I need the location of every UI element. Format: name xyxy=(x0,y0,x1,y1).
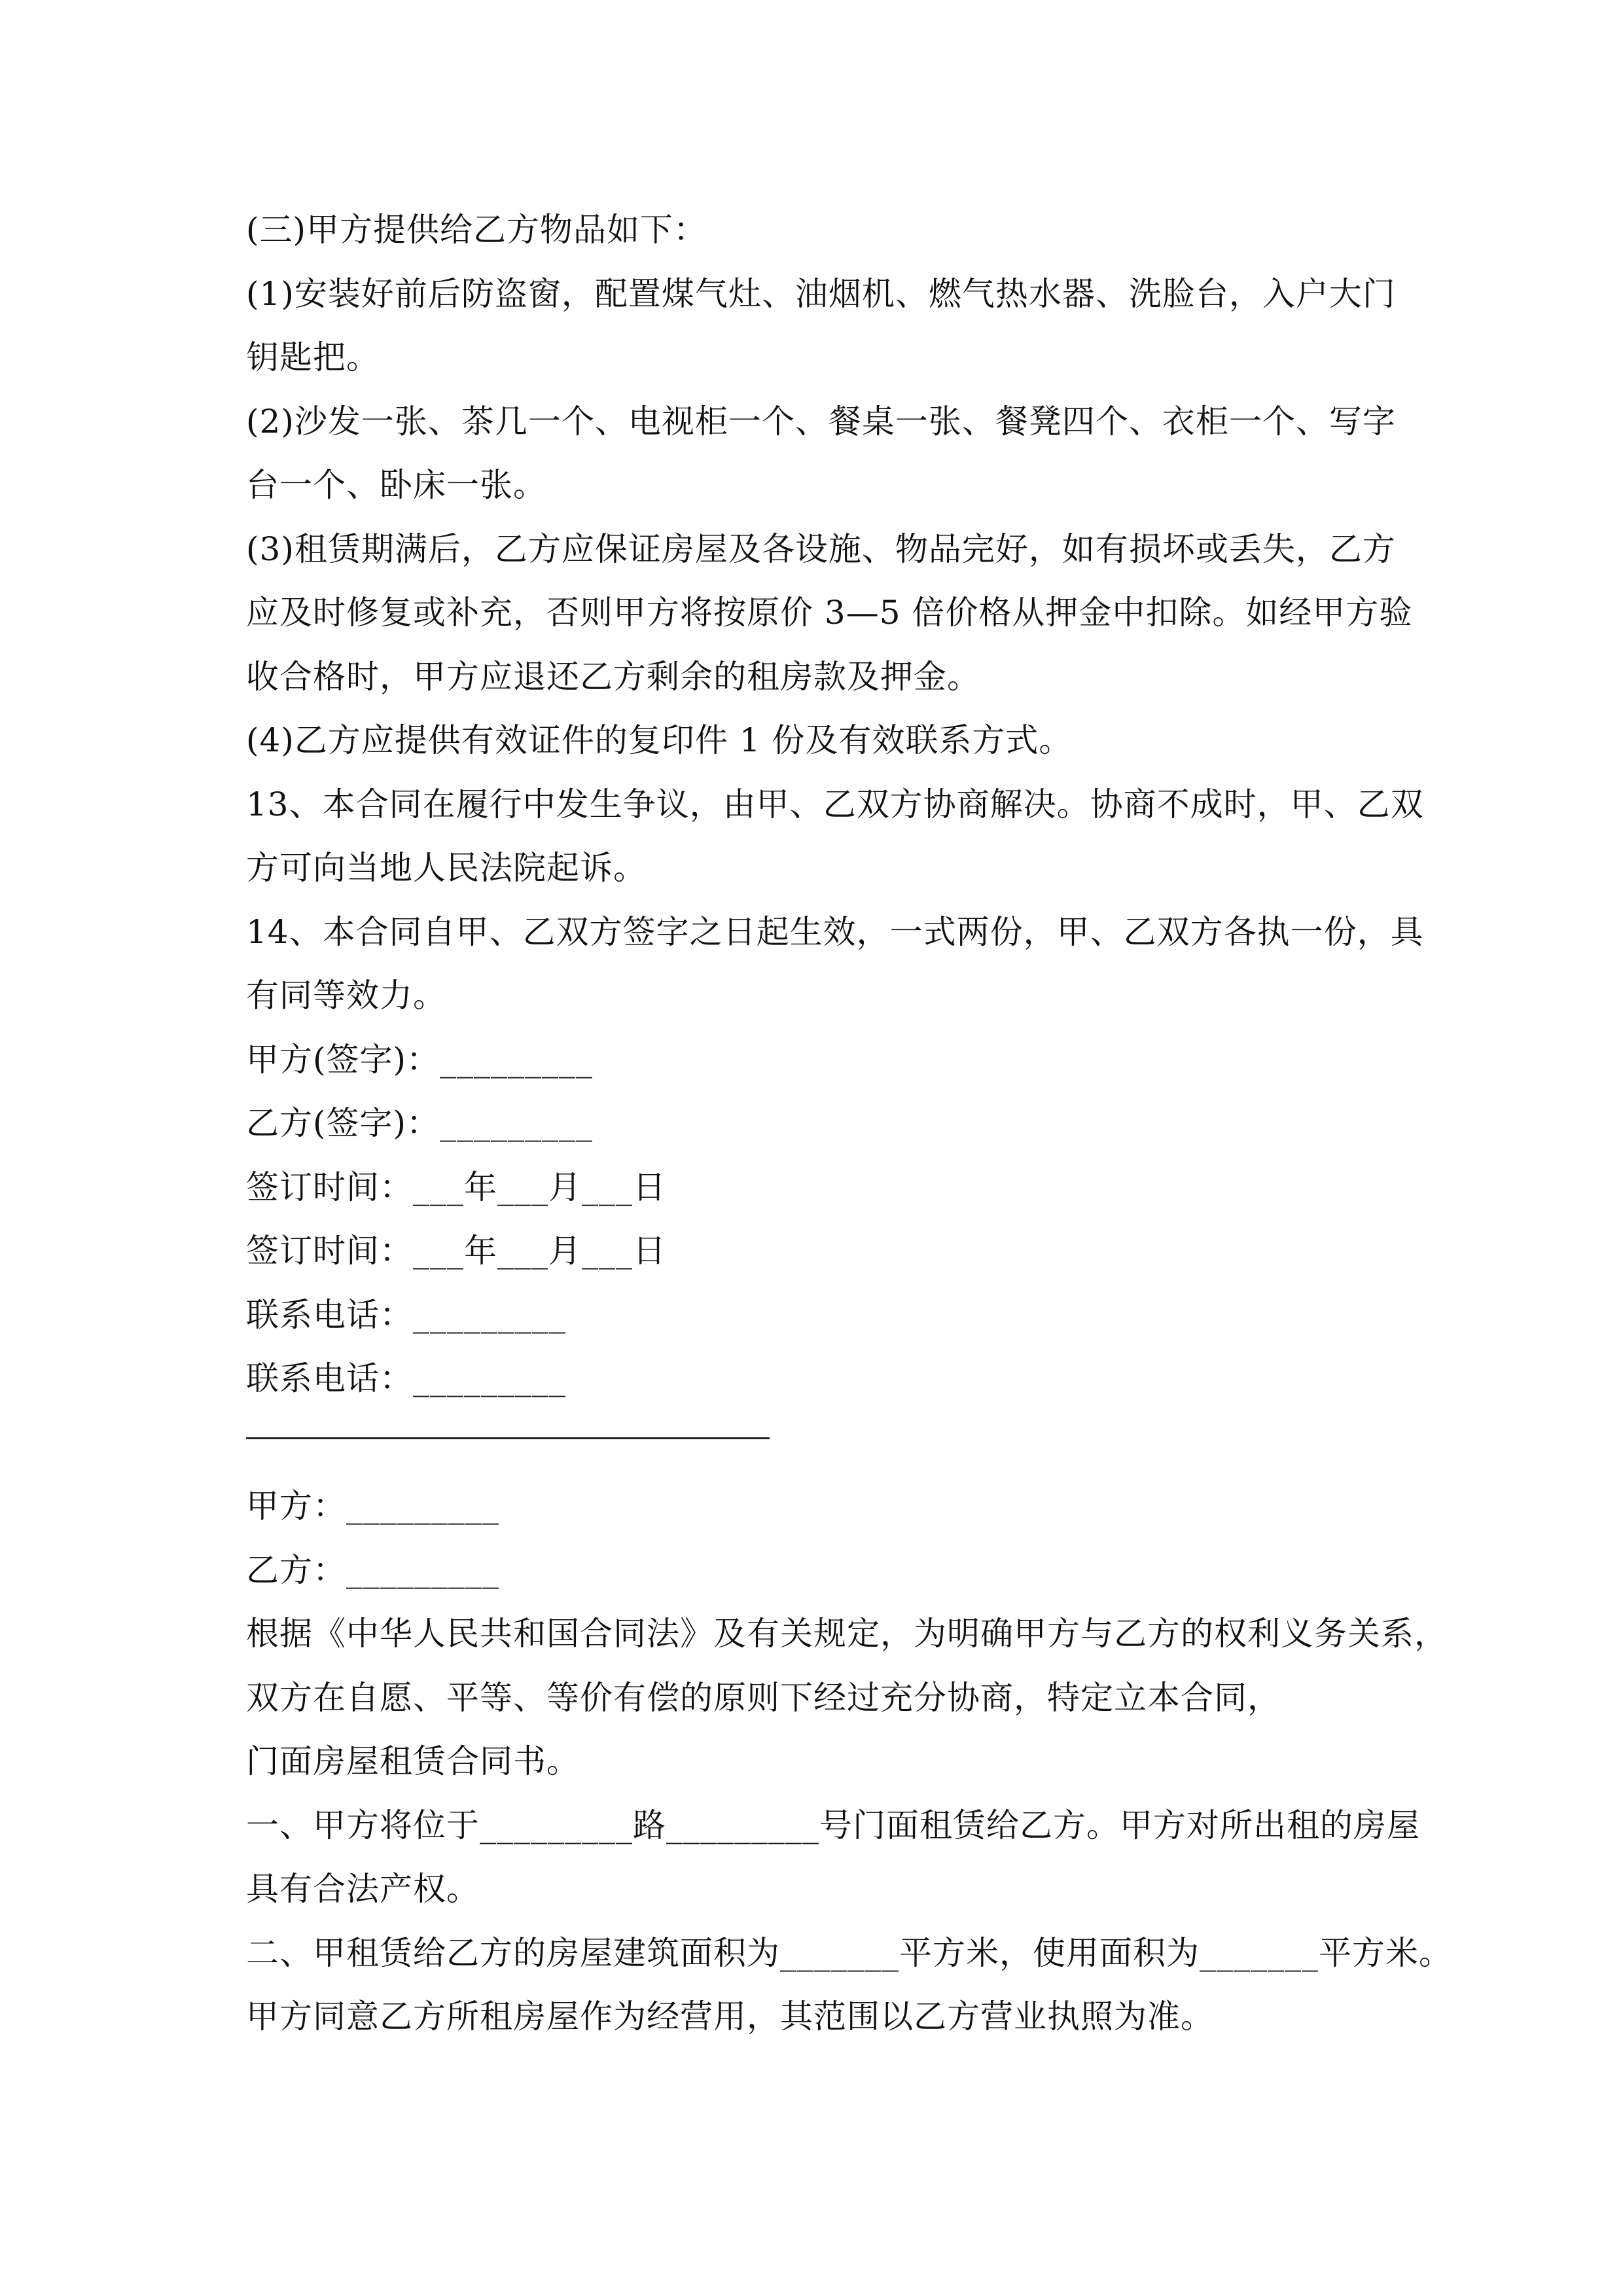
text-line: 签订时间：___年___月___日 xyxy=(246,1232,666,1270)
text-line: 方可向当地人民法院起诉。 xyxy=(246,849,647,887)
text-line: 钥匙把。 xyxy=(246,338,380,376)
text-line: 台一个、卧床一张。 xyxy=(246,466,546,504)
text-line: 一、甲方将位于_________路_________号门面租赁给乙方。甲方对所出租的房屋 xyxy=(246,1806,1420,1844)
text-line: 有同等效力。 xyxy=(246,977,446,1014)
text-line: 收合格时，甲方应退还乙方剩余的租房款及押金。 xyxy=(246,657,980,696)
separator-rule xyxy=(246,1437,770,1439)
text-line: 具有合法产权。 xyxy=(246,1870,480,1908)
text-line: 14、本合同自甲、乙双方签字之日起生效，一式两份，甲、乙双方各执一份，具 xyxy=(246,912,1424,951)
text-line: 甲方(签字)：_________ xyxy=(246,1040,594,1079)
text-line: (三)甲方提供给乙方物品如下： xyxy=(246,211,707,249)
text-line: 13、本合同在履行中发生争议，由甲、乙双方协商解决。协商不成时，甲、乙双 xyxy=(246,785,1424,823)
text-line: 双方在自愿、平等、等价有偿的原则下经过充分协商，特定立本合同， xyxy=(246,1678,1281,1717)
text-line: (1)安装好前后防盗窗，配置煤气灶、油烟机、燃气热水器、洗脸台，入户大门 xyxy=(246,274,1396,313)
text-line: 联系电话：_________ xyxy=(246,1359,566,1397)
text-line: 甲方同意乙方所租房屋作为经营用，其范围以乙方营业执照为准。 xyxy=(246,1998,1214,2036)
text-line: 签订时间：___年___月___日 xyxy=(246,1168,666,1206)
text-line: 乙方(签字)：_________ xyxy=(246,1104,594,1142)
text-line: 根据《中华人民共和国合同法》及有关规定，为明确甲方与乙方的权利义务关系， xyxy=(246,1615,1448,1653)
text-line: (3)租赁期满后，乙方应保证房屋及各设施、物品完好，如有损坏或丢失，乙方 xyxy=(246,529,1396,568)
text-line: 应及时修复或补充，否则甲方将按原价 3—5 倍价格从押金中扣除。如经甲方验 xyxy=(246,594,1413,632)
text-line: 甲方：_________ xyxy=(246,1487,499,1525)
text-line: 乙方：_________ xyxy=(246,1551,499,1589)
text-line: 二、甲租赁给乙方的房屋建筑面积为_______平方米，使用面积为_______平方米。 xyxy=(246,1933,1452,1972)
text-line: (4)乙方应提供有效证件的复印件 1 份及有效联系方式。 xyxy=(246,721,1073,759)
text-line: 门面房屋租赁合同书。 xyxy=(246,1742,580,1780)
text-line: (2)沙发一张、茶几一个、电视柜一个、餐桌一张、餐凳四个、衣柜一个、写字 xyxy=(246,402,1396,440)
text-line: 联系电话：_________ xyxy=(246,1295,566,1334)
